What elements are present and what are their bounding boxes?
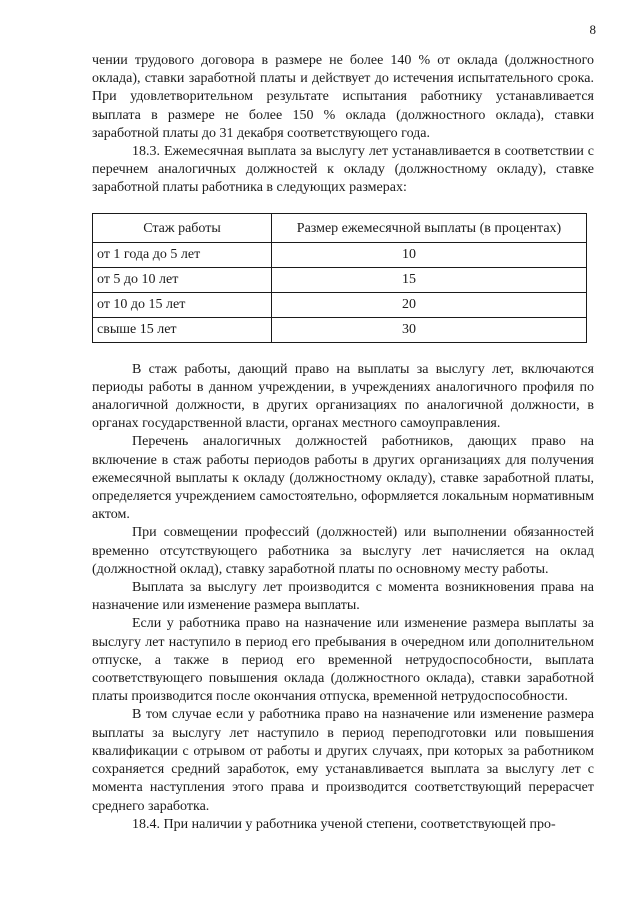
- paragraph-combined-duties: При совмещении профессий (должностей) или выполнении обязанностей временно отсутствующего работника за выслугу лет начисляется на оклад (должностной оклад), ставку заработной платы по основному месту работы.: [92, 525, 594, 577]
- percent-value: 30: [402, 321, 416, 337]
- page-number: 8: [589, 22, 596, 37]
- paragraph-payment-start: Выплата за выслугу лет производится с момента возникновения права на назначение или изменение размера выплаты.: [92, 580, 594, 614]
- percent-value: 20: [402, 296, 416, 312]
- cell-percent: [272, 267, 587, 292]
- paragraph-similar-positions: Перечень аналогичных должностей работников, дающих право на включение в стаж работы периодов работы в других организациях для получения ежемесячной выплаты к окладу (должностному окладу), ставке заработной платы, определяется учреждением самостоятельно, оформляется локальным нормативным актом.: [92, 434, 594, 523]
- cell-percent: [272, 242, 587, 267]
- paragraph-vacation-case: Если у работника право на назначение или изменение размера выплаты за выслугу лет наступило в период его пребывания в очередном или дополнительном отпуске, а также в период его временной нетрудоспособности, выплата соответствующего повышения оклада (должностного оклада), ставки заработной платы производится после окончания отпуска, временной нетрудоспособности.: [92, 616, 594, 705]
- paragraph-seniority-periods: В стаж работы, дающий право на выплаты за выслугу лет, включаются периоды работы в данном учреждении, в учреждениях аналогичного профиля по аналогичной должности, в других организациях по аналогичной должности, в органах государственной власти, органах местного самоуправления.: [92, 361, 594, 432]
- cell-percent: [272, 292, 587, 317]
- header-percent: Размер ежемесячной выплаты (в процентах): [272, 213, 587, 242]
- seniority-bonus-table: [92, 213, 587, 343]
- paragraph-18-4: 18.4. При наличии у работника ученой степени, соответствующей про-: [132, 816, 556, 832]
- document-body: [92, 52, 594, 834]
- cell-experience: от 10 до 15 лет: [93, 292, 272, 317]
- table-header-row: [93, 213, 587, 242]
- table-row: [93, 292, 587, 317]
- table-row: [93, 267, 587, 292]
- percent-value: 15: [402, 271, 416, 287]
- paragraph-training-case: В том случае если у работника право на назначение или изменение размера выплаты за выслугу лет наступило в период переподготовки или повышения квалификации с отрывом от работы и других случаях, при которых за работником сохраняется средний заработок, ему устанавливается выплата за выслугу лет с момента наступления этого права и производится соответствующий перерасчет среднего заработка.: [92, 707, 594, 814]
- header-experience: Стаж работы: [93, 213, 272, 242]
- table-row: [93, 317, 587, 342]
- cell-percent: [272, 317, 587, 342]
- cell-experience: от 5 до 10 лет: [93, 267, 272, 292]
- percent-value: 10: [402, 246, 416, 262]
- cell-experience: свыше 15 лет: [93, 317, 272, 342]
- table-row: [93, 242, 587, 267]
- cell-experience: от 1 года до 5 лет: [93, 242, 272, 267]
- paragraph-continuation: чении трудового договора в размере не более 140 % от оклада (должностного оклада), ставки заработной платы и действует до истечения испытательного срока. При удовлетворительном результате испытания работнику устанавливается выплата в размере не более 150 % оклада (должностного оклада), ставки заработной платы до 31 декабря соответствующего года.: [92, 53, 594, 141]
- paragraph-18-3: 18.3. Ежемесячная выплата за выслугу лет устанавливается в соответствии с перечнем аналогичных должностей к окладу (должностному окладу), ставке заработной платы работника в следующих размерах:: [92, 144, 594, 196]
